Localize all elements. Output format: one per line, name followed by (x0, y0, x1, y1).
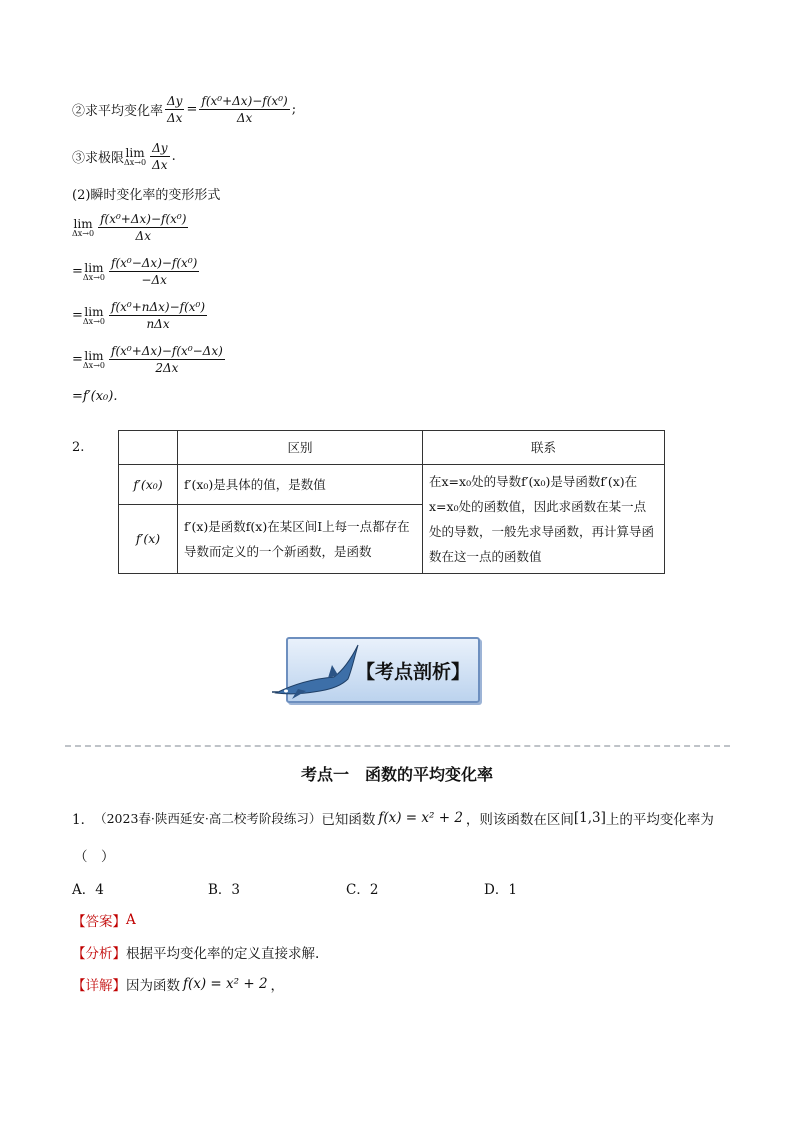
result-line: =f′(x₀). (72, 389, 118, 404)
limit-operator (83, 306, 105, 326)
fraction-numerator: f(x⁰+Δx)−f(x⁰) (201, 94, 288, 108)
punctuation: . (171, 149, 176, 164)
question-text: 已知函数 (321, 812, 376, 828)
fraction-numerator: f(x⁰+nΔx)−f(x⁰) (111, 300, 206, 314)
question-text: ，则该函数在区间 (465, 812, 574, 828)
punctuation: ; (291, 102, 297, 117)
table-cell: f′(x₀) (119, 465, 178, 505)
detail-line (72, 974, 284, 994)
limit-operator (124, 147, 146, 167)
table-cell: f′(x)是函数f(x)在某区间I上每一点都存在导数而定义的一个新函数，是函数 (178, 504, 423, 573)
question-line (72, 808, 714, 828)
fraction-denominator: nΔx (146, 317, 170, 331)
fraction-numerator: f(x⁰+Δx)−f(x⁰−Δx) (111, 344, 223, 358)
equals-sign: = (186, 102, 198, 117)
comparison-table (118, 430, 665, 574)
analysis-text: 根据平均变化率的定义直接求解. (126, 946, 320, 962)
form-line (72, 344, 227, 375)
lim-text: lim (125, 145, 145, 160)
lim-subscript: Δx→0 (82, 272, 105, 282)
question-source: （2023春·陕西延安·高二校考阶段练习） (94, 811, 322, 826)
section-title: 考点一 函数的平均变化率 (300, 765, 493, 784)
detail-tag: 【详解】 (72, 978, 126, 994)
form-prefix: = (72, 264, 83, 279)
table-row (119, 465, 665, 505)
badge-title: 【考点剖析】 (355, 660, 470, 683)
limit-operator (83, 262, 105, 282)
answer-value: A (126, 912, 136, 928)
step3-label: ③求极限 (72, 151, 125, 166)
limit-operator (72, 218, 94, 238)
lim-subscript: Δx→0 (82, 360, 105, 370)
form-prefix: = (72, 352, 83, 367)
fraction-denominator: −Δx (141, 273, 167, 287)
punctuation: ， (270, 978, 285, 994)
form-prefix: = (72, 308, 83, 323)
lim-subscript: Δx→0 (72, 228, 95, 238)
analysis-line (72, 942, 319, 962)
form-line (72, 256, 201, 287)
fraction-denominator: Δx (135, 229, 151, 243)
difference-quotient (199, 94, 289, 125)
dy-dx-fraction (150, 141, 169, 172)
fraction-numerator: Δy (152, 141, 168, 155)
fraction-denominator: Δx (236, 111, 253, 125)
option-d[interactable]: D．1 (484, 882, 517, 898)
detail-text: 因为函数 (126, 978, 180, 994)
function-expression: f(x) = x² + 2 (378, 810, 463, 826)
option-a[interactable]: A．4 (72, 882, 104, 898)
form-fraction (98, 212, 188, 243)
answer-tag: 【答案】 (72, 914, 126, 930)
step2-line (72, 94, 296, 125)
section-badge (286, 637, 480, 703)
section-number: 2. (72, 440, 85, 455)
fraction-numerator: Δy (167, 94, 183, 108)
table-header-row (119, 431, 665, 465)
form-line (72, 300, 209, 331)
table-header-cell (119, 431, 178, 465)
fraction-numerator: f(x⁰−Δx)−f(x⁰) (111, 256, 198, 270)
table-cell-relation: 在x=x₀处的导数f′(x₀)是导函数f′(x)在x=x₀处的函数值，因此求函数在某一点处的导数，一般先求导函数，再计算导函数在这一点的函数值 (423, 465, 665, 574)
option-b[interactable]: B．3 (208, 882, 241, 898)
form-fraction (109, 300, 207, 331)
swordfish-icon (272, 641, 362, 703)
lim-text: lim (84, 304, 104, 319)
lim-subscript: Δx→0 (82, 316, 105, 326)
table-cell: f′(x) (119, 504, 178, 573)
form-line (72, 212, 190, 243)
subheading: (2)瞬时变化率的变形形式 (72, 188, 221, 203)
fraction-denominator: Δx (167, 111, 183, 125)
table-header-cell: 联系 (423, 431, 665, 465)
limit-operator (83, 350, 105, 370)
lim-text: lim (84, 348, 104, 363)
option-c[interactable]: C．2 (346, 882, 379, 898)
table-header-cell: 区别 (178, 431, 423, 465)
analysis-tag: 【分析】 (72, 946, 126, 962)
lim-text: lim (73, 216, 93, 231)
interval-expression: [1,3] (573, 810, 606, 826)
form-fraction (109, 256, 199, 287)
lim-subscript: Δx→0 (124, 157, 147, 167)
question-text: 上的平均变化率为 (605, 812, 714, 828)
dashed-divider (65, 745, 730, 747)
answer-line (72, 910, 136, 930)
dy-dx-fraction (165, 94, 184, 125)
function-expression: f(x) = x² + 2 (183, 976, 268, 992)
fraction-denominator: 2Δx (155, 361, 179, 375)
fraction-denominator: Δx (152, 158, 168, 172)
question-number: 1． (72, 812, 95, 828)
fraction-numerator: f(x⁰+Δx)−f(x⁰) (100, 212, 187, 226)
form-fraction (109, 344, 225, 375)
lim-text: lim (84, 260, 104, 275)
step3-line (72, 141, 176, 172)
table-cell: f′(x₀)是具体的值，是数值 (178, 465, 423, 505)
step2-label: ②求平均变化率 (72, 104, 164, 119)
answer-blank: （ ） (74, 849, 115, 865)
